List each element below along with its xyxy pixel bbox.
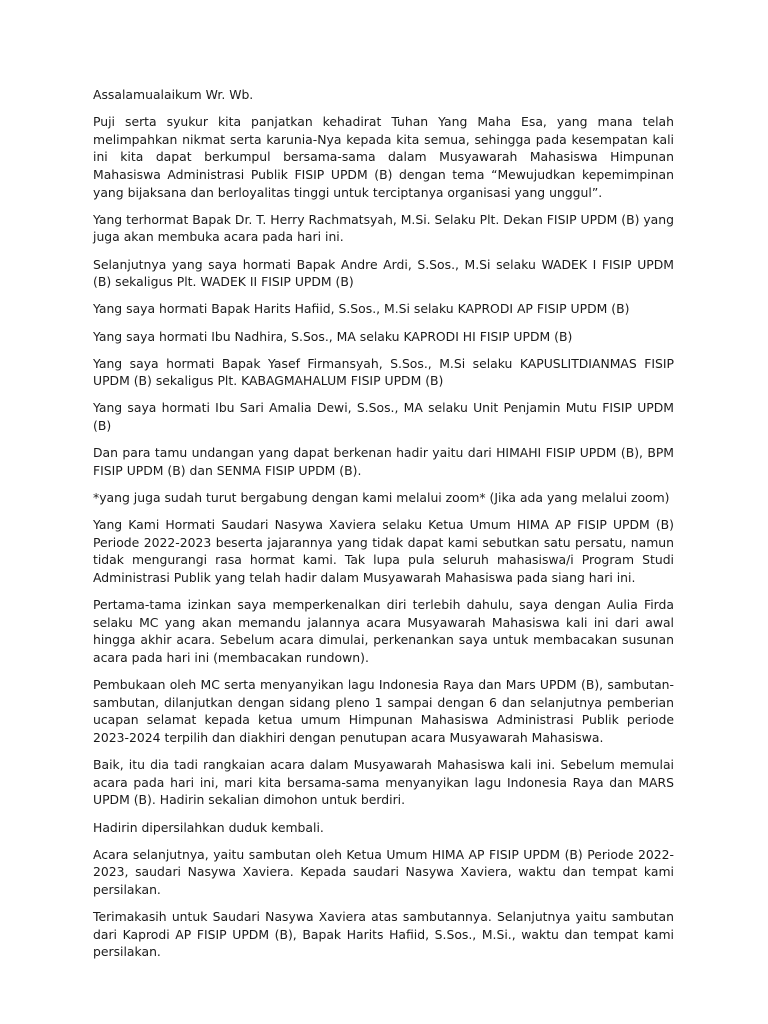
dean-greeting-paragraph: Yang terhormat Bapak Dr. T. Herry Rachmatsyah, M.Si. Selaku Plt. Dekan FISIP UPDM (B) yang juga akan membuka acara pada hari ini.: [93, 211, 674, 245]
opening-gratitude-paragraph: Puji serta syukur kita panjatkan kehadirat Tuhan Yang Maha Esa, yang mana telah melimpahkan nikmat serta karunia-Nya kepada kita semua, sehingga pada kesempatan kali ini kita dapat berkumpul bersama-sama dalam Musyawarah Mahasiswa Himpunan Mahasiswa Administrasi Publik FISIP UPDM (B) dengan tema “Mewujudkan kepemimpinan yang bijaksana dan berloyalitas tinggi untuk terciptanya organisasi yang unggul”.: [93, 114, 674, 200]
mc-introduction-paragraph: Pertama-tama izinkan saya memperkenalkan diri terlebih dahulu, saya dengan Aulia Firda selaku MC yang akan memandu jalannya acara Musyawarah Mahasiswa kali ini dari awal hingga akhir acara. Sebelum acara dimulai, perkenankan saya untuk membacakan susunan acara pada hari ini (membacakan rundown).: [93, 597, 674, 665]
document-page: [93, 86, 674, 970]
vice-dean-greeting-paragraph: Selanjutnya yang saya hormati Bapak Andre Ardi, S.Sos., M.Si selaku WADEK I FISIP UPDM (B) sekaligus Plt. WADEK II FISIP UPDM (B): [93, 256, 674, 290]
guests-greeting-paragraph: Dan para tamu undangan yang dapat berkenan hadir yaitu dari HIMAHI FISIP UPDM (B), BPM FISIP UPDM (B) dan SENMA FISIP UPDM (B).: [93, 445, 674, 478]
chair-speech-paragraph: Acara selanjutnya, yaitu sambutan oleh Ketua Umum HIMA AP FISIP UPDM (B) Periode 2022-2023, saudari Nasywa Xaviera. Kepada saudari Nasywa Xaviera, waktu dan tempat kami persilakan.: [93, 846, 674, 897]
kaprodi-hi-greeting-paragraph: Yang saya hormati Ibu Nadhira, S.Sos., MA selaku KAPRODI HI FISIP UPDM (B): [93, 328, 573, 344]
anthem-paragraph: Baik, itu dia tadi rangkaian acara dalam Musyawarah Mahasiswa kali ini. Sebelum memulai acara pada hari ini, mari kita bersama-sama menyanyikan lagu Indonesia Raya dan MARS UPDM (B). Hadirin sekalian dimohon untuk berdiri.: [93, 757, 674, 808]
kaprodi-speech-paragraph: Terimakasih untuk Saudari Nasywa Xaviera atas sambutannya. Selanjutnya yaitu sambutan dari Kaprodi AP FISIP UPDM (B), Bapak Harits Hafiid, S.Sos., M.Si., waktu dan tempat kami persilakan.: [93, 909, 674, 960]
be-seated-paragraph: Hadirin dipersilahkan duduk kembali.: [93, 819, 324, 835]
greeting-paragraph: Assalamualaikum Wr. Wb.: [93, 87, 254, 102]
kaprodi-ap-greeting-paragraph: Yang saya hormati Bapak Harits Hafiid, S.Sos., M.Si selaku KAPRODI AP FISIP UPDM (B): [93, 301, 630, 317]
zoom-note-paragraph: *yang juga sudah turut bergabung dengan kami melalui zoom* (Jika ada yang melalui zoom): [93, 490, 670, 506]
hima-chair-greeting-paragraph: Yang Kami Hormati Saudari Nasywa Xaviera selaku Ketua Umum HIMA AP FISIP UPDM (B) Periode 2022-2023 beserta jajarannya yang tidak dapat kami sebutkan satu persatu, namun tidak mengurangi rasa hormat kami. Tak lupa pula seluruh mahasiswa/i Program Studi Administrasi Publik yang telah hadir dalam Musyawarah Mahasiswa pada siang hari ini.: [93, 517, 674, 585]
rundown-paragraph: Pembukaan oleh MC serta menyanyikan lagu Indonesia Raya dan Mars UPDM (B), sambutan-sambutan, dilanjutkan dengan sidang pleno 1 sampai dengan 6 dan selanjutnya pemberian ucapan selamat kepada ketua umum Himpunan Mahasiswa Administrasi Publik periode 2023-2024 terpilih dan diakhiri dengan penutupan acara Musyawarah Mahasiswa.: [93, 677, 674, 745]
kapuslitdianmas-greeting-paragraph: Yang saya hormati Bapak Yasef Firmansyah, S.Sos., M.Si selaku KAPUSLITDIANMAS FISIP UPDM (B) sekaligus Plt. KABAGMAHALUM FISIP UPDM (B): [93, 355, 674, 389]
quality-unit-greeting-paragraph: Yang saya hormati Ibu Sari Amalia Dewi, S.Sos., MA selaku Unit Penjamin Mutu FISIP UPDM (B): [93, 400, 674, 434]
